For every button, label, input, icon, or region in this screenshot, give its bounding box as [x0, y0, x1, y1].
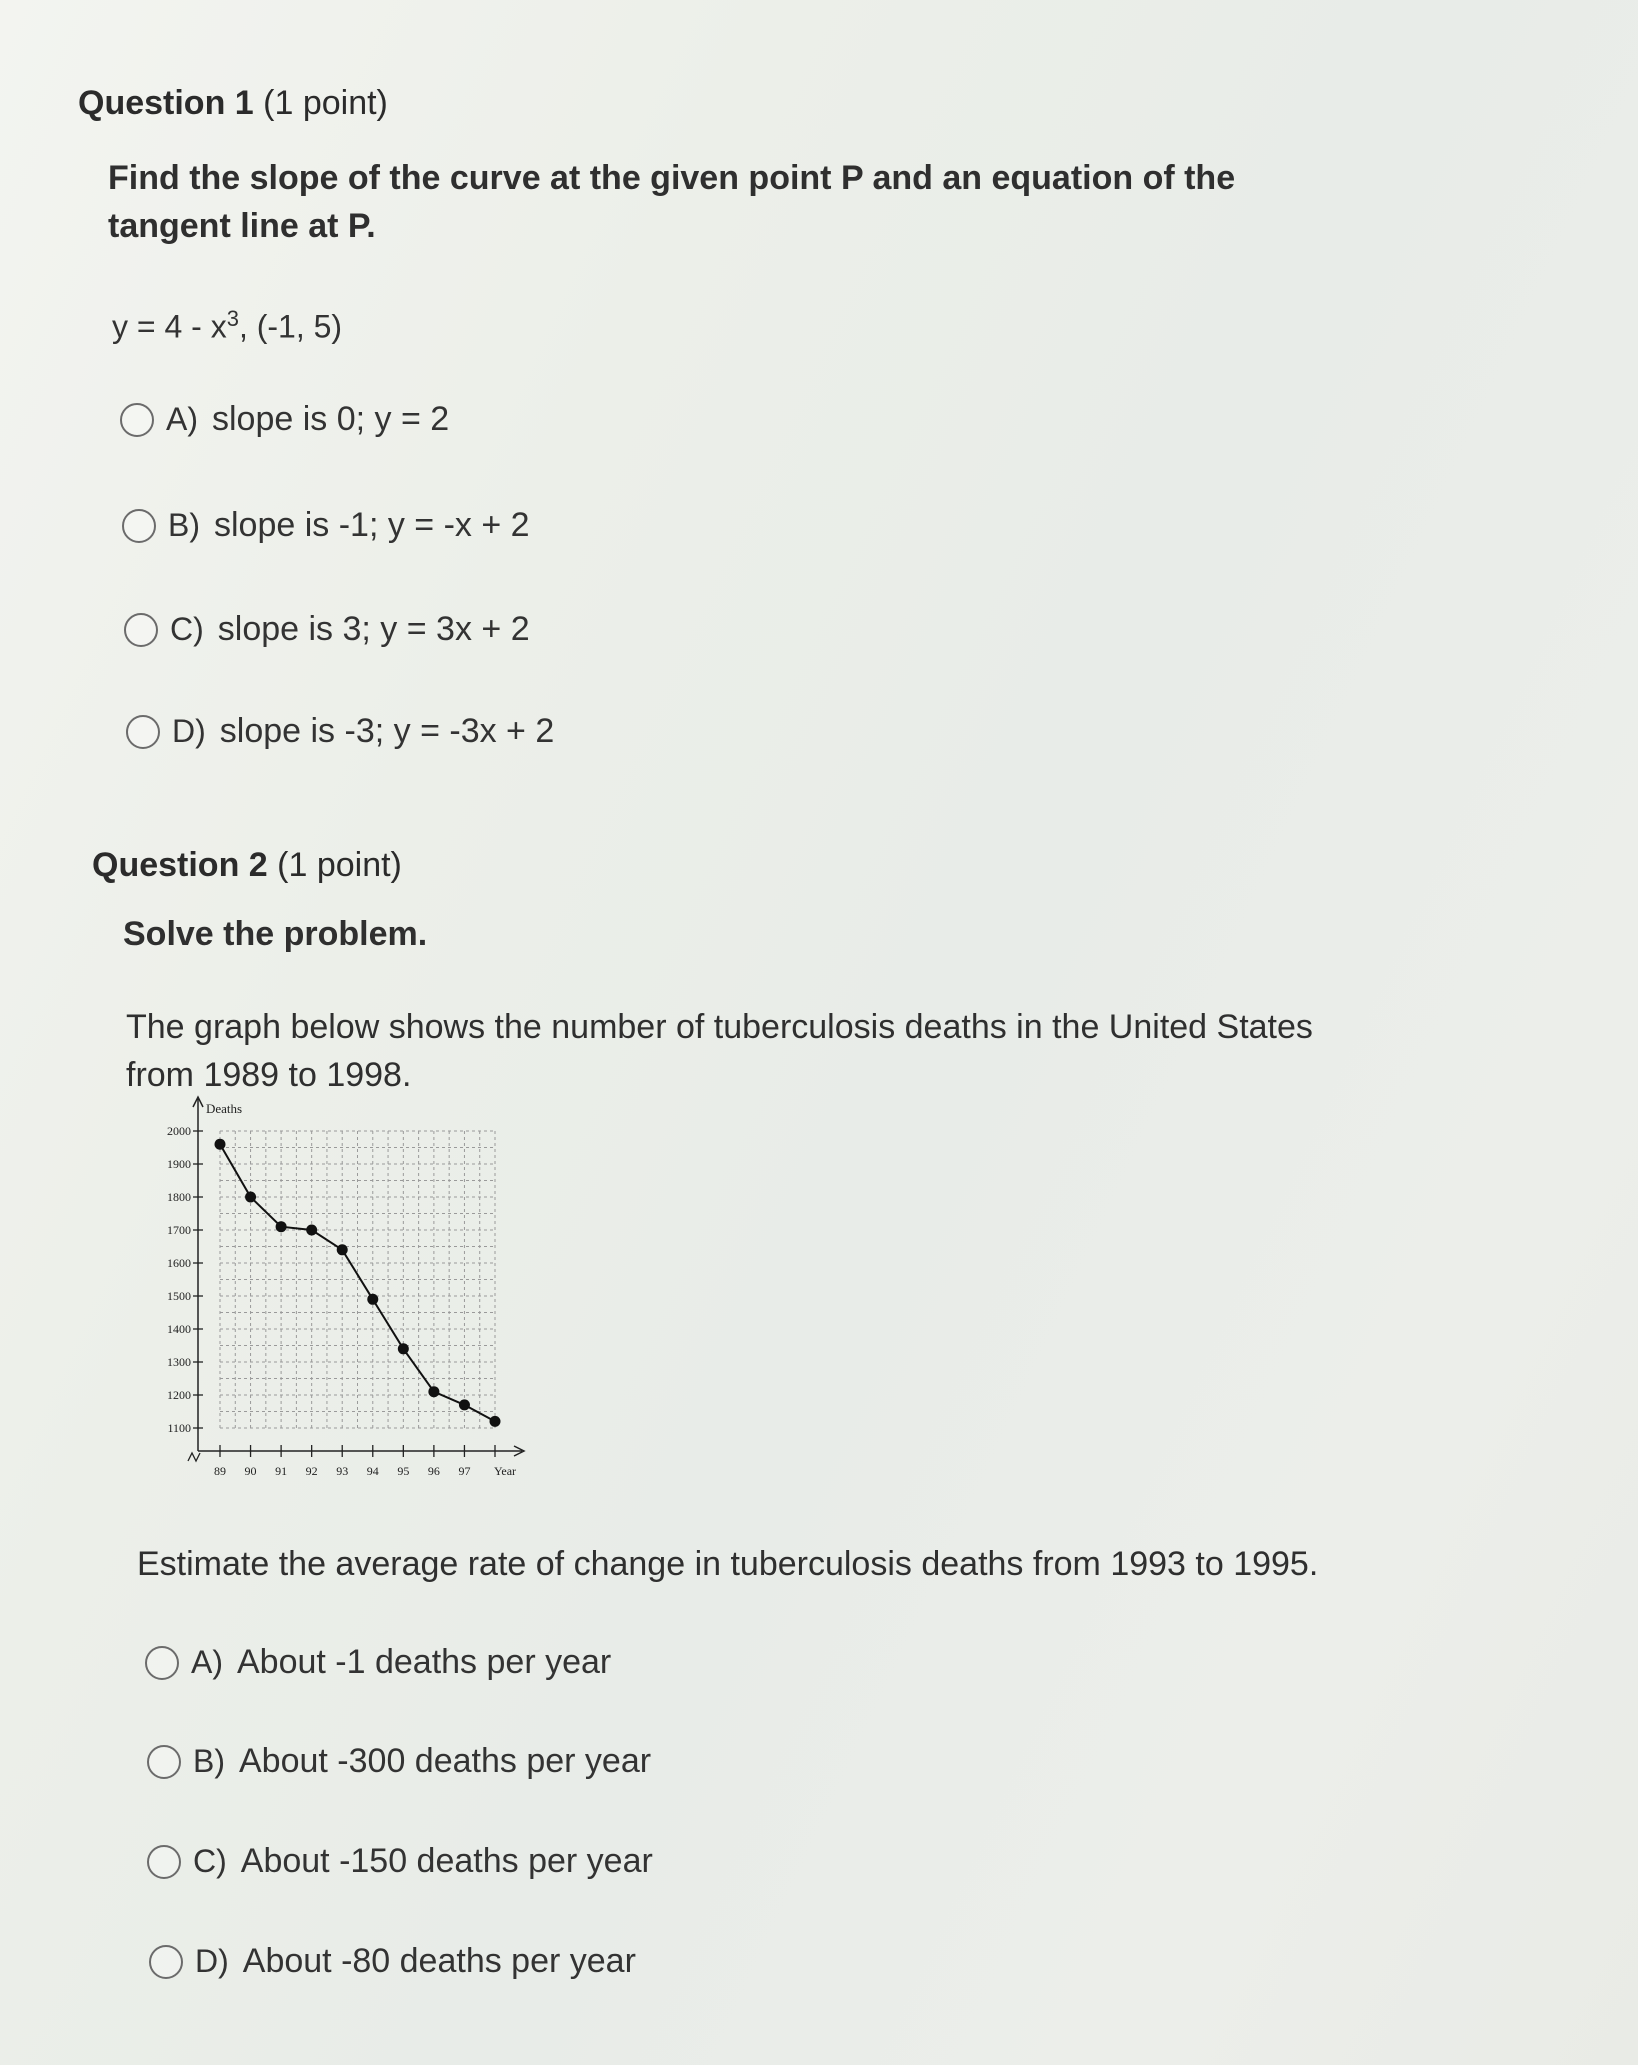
option-text: About -150 deaths per year [240, 1842, 653, 1880]
x-tick-label: 91 [275, 1464, 288, 1478]
option-letter: C) [170, 611, 204, 647]
option-text: slope is -1; y = -x + 2 [214, 506, 530, 544]
question-2-title [92, 846, 402, 885]
chart-svg [140, 1095, 530, 1485]
question-prompt: Find the slope of the curve at the given point P and an equation of the tangent line at P. [108, 159, 1236, 245]
question-number: Question 1 [78, 84, 254, 122]
q2-option-d[interactable] [149, 1942, 636, 1981]
option-letter: A) [191, 1644, 223, 1680]
radio-button[interactable] [122, 509, 156, 543]
y-tick-label: 1800 [167, 1190, 191, 1204]
y-axis-label: Deaths [206, 1101, 243, 1116]
data-point [398, 1343, 409, 1354]
x-axis-label: Year [493, 1464, 517, 1478]
option-letter: B) [168, 507, 200, 543]
data-point [490, 1416, 501, 1427]
data-point [276, 1221, 287, 1232]
y-tick-label: 1600 [167, 1256, 191, 1270]
option-text: slope is 0; y = 2 [212, 400, 450, 438]
y-tick-label: 1400 [167, 1322, 191, 1336]
radio-button[interactable] [147, 1745, 181, 1779]
radio-button[interactable] [147, 1845, 181, 1879]
x-tick-label: 92 [305, 1464, 318, 1478]
equation-exponent: 3 [226, 306, 239, 331]
option-text: slope is -3; y = -3x + 2 [219, 712, 555, 750]
option-letter: A) [166, 401, 198, 437]
data-point [245, 1192, 256, 1203]
y-tick-label: 2000 [167, 1124, 191, 1138]
y-tick-label: 1700 [167, 1223, 191, 1237]
question-prompt: Solve the problem. [123, 915, 428, 953]
x-tick-label: 96 [427, 1464, 440, 1478]
radio-button[interactable] [124, 613, 158, 647]
option-text: About -300 deaths per year [239, 1742, 652, 1780]
x-tick-label: 94 [366, 1464, 379, 1478]
option-letter: D) [172, 713, 206, 749]
equation-base: y = 4 - x [112, 308, 227, 345]
y-tick-label: 1300 [167, 1355, 191, 1369]
q2-option-a[interactable] [145, 1643, 611, 1682]
equation-point: , (-1, 5) [238, 308, 343, 345]
equation [112, 306, 342, 346]
q1-option-b[interactable] [122, 506, 530, 545]
data-point [215, 1139, 226, 1150]
option-letter: C) [193, 1843, 227, 1879]
radio-button[interactable] [149, 1945, 183, 1979]
radio-button[interactable] [145, 1646, 179, 1680]
option-text: About -1 deaths per year [237, 1643, 612, 1681]
question-points: (1 point) [277, 846, 402, 884]
y-tick-label: 1200 [167, 1388, 191, 1402]
y-tick-label: 1100 [167, 1421, 191, 1435]
data-point [428, 1386, 439, 1397]
radio-button[interactable] [120, 403, 154, 437]
q1-option-d[interactable] [126, 712, 554, 751]
data-point [337, 1244, 348, 1255]
x-tick-label: 90 [244, 1464, 257, 1478]
tuberculosis-deaths-chart [140, 1095, 530, 1485]
y-tick-label: 1900 [167, 1157, 191, 1171]
q1-option-a[interactable] [120, 400, 449, 439]
q1-option-c[interactable] [124, 610, 530, 649]
data-point [367, 1294, 378, 1305]
x-tick-label: 93 [336, 1464, 349, 1478]
option-letter: D) [195, 1943, 229, 1979]
y-tick-label: 1500 [167, 1289, 191, 1303]
question-task: Estimate the average rate of change in tuberculosis deaths from 1993 to 1995. [137, 1545, 1319, 1583]
question-1-title [78, 84, 388, 123]
data-point [459, 1399, 470, 1410]
question-description: The graph below shows the number of tuberculosis deaths in the United States from 1989 to 1998. [126, 1008, 1313, 1094]
option-text: About -80 deaths per year [242, 1942, 636, 1980]
option-text: slope is 3; y = 3x + 2 [217, 610, 530, 648]
radio-button[interactable] [126, 715, 160, 749]
q2-option-c[interactable] [147, 1842, 653, 1881]
axis-break-mark [188, 1453, 200, 1461]
x-tick-label: 89 [214, 1464, 226, 1478]
option-letter: B) [193, 1743, 225, 1779]
question-points: (1 point) [263, 84, 388, 122]
question-number: Question 2 [92, 846, 268, 884]
q2-option-b[interactable] [147, 1742, 651, 1781]
x-tick-label: 95 [397, 1464, 410, 1478]
data-point [306, 1225, 317, 1236]
x-tick-label: 97 [458, 1464, 471, 1478]
